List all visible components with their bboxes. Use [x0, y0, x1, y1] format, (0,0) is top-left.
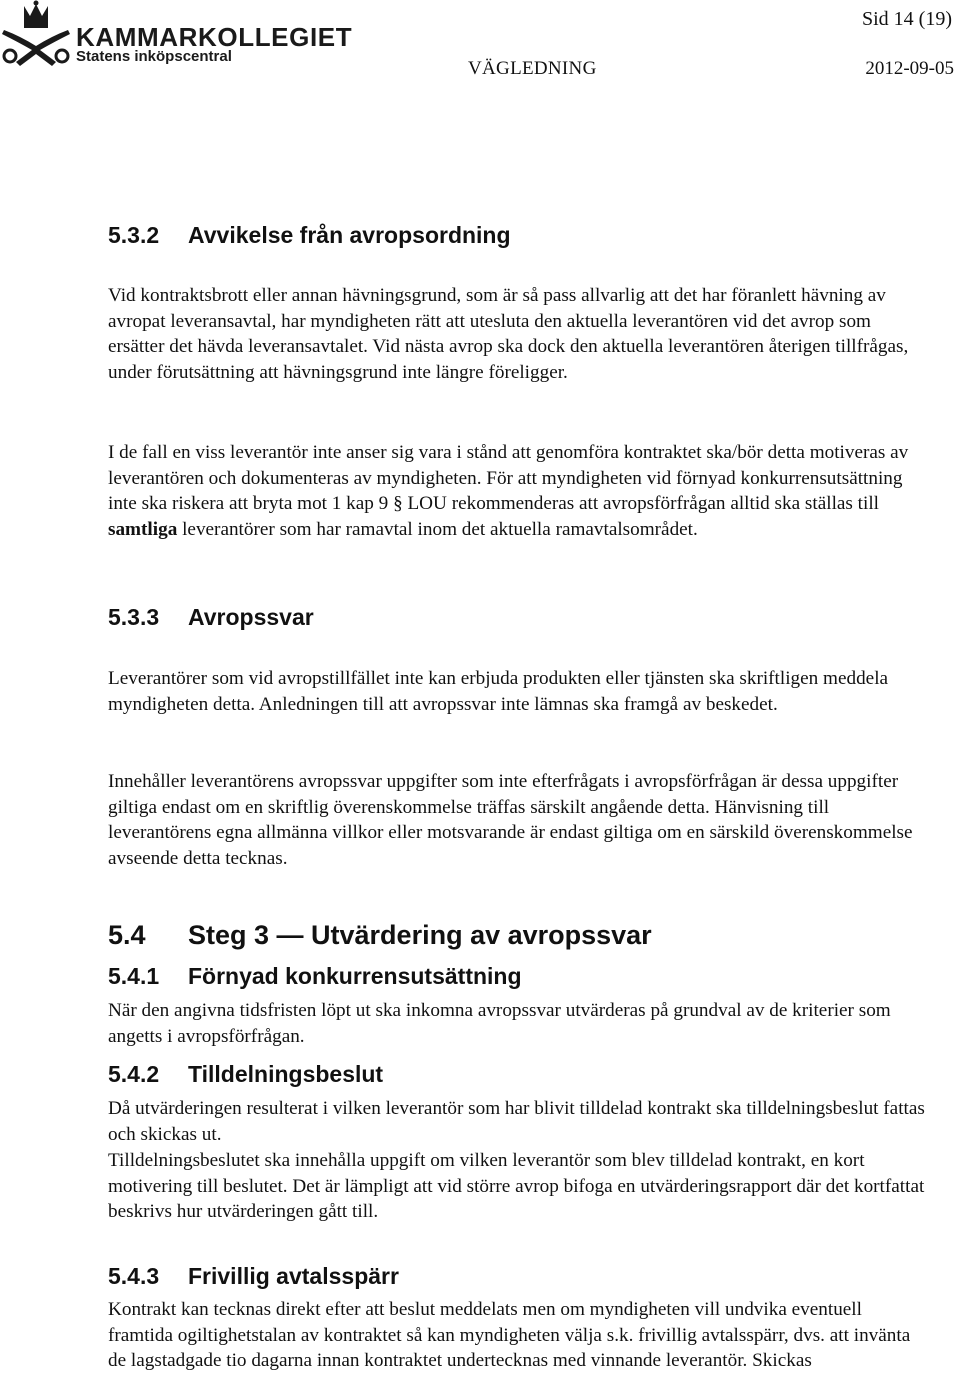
paragraph: Kontrakt kan tecknas direkt efter att beslut meddelats men om myndigheten vill undvika eventuell framtida ogiltighetstalan av kontraktet så kan myndigheten välja s.k. frivillig avtalsspärr, dvs. att invänta de lagstadgade tio dagarna innan kontraktet undertecknas med vinnande leverantör. Skickas	[108, 1299, 911, 1372]
kammarkollegiet-logo	[0, 0, 353, 72]
section-number: 5.3.3	[108, 604, 160, 630]
paragraph-text: I de fall en viss leverantör inte anser sig vara i stånd att genomföra kontraktet ska/bör detta motiveras av leverantören och dokumenteras av myndigheten. För att myndigheten vid förnyad konkurrensutsättning inte ska riskera att bryta mot 1 kap 9 § LOU rekommenderas att avropsförfrågan alltid ska ställas till	[108, 442, 909, 515]
crown-emblem-icon	[0, 0, 76, 72]
logo-name: KAMMARKOLLEGIET	[76, 22, 353, 52]
section-title: Avvikelse från avropsordning	[188, 222, 511, 248]
paragraph-text: leverantörer som har ramavtal inom det aktuella ramavtalsområdet.	[177, 518, 698, 540]
page-number: Sid 14 (19)	[862, 8, 952, 30]
emphasis-samtliga: samtliga	[108, 518, 178, 540]
section-heading-5-4-3	[108, 1263, 399, 1290]
section-heading-5-3-3	[108, 604, 314, 631]
section-heading-5-4-1	[108, 963, 522, 990]
document-date: 2012-09-05	[865, 58, 954, 79]
document-type: VÄGLEDNING	[468, 58, 597, 79]
section-title: Förnyad konkurrensutsättning	[188, 963, 522, 989]
paragraph: Tilldelningsbeslutet ska innehålla uppgift om vilken leverantör som blev tilldelad kontrakt, en kort motivering till beslutet. Det är lämpligt att vid större avrop bifoga en utvärderingsrapport där det kortfattat beskrivs hur utvärderingen gått till.	[108, 1150, 925, 1223]
section-number: 5.4.2	[108, 1061, 160, 1087]
section-number: 5.4	[108, 920, 146, 950]
section-heading-5-3-2	[108, 222, 511, 249]
section-number: 5.4.1	[108, 963, 160, 989]
paragraph: Då utvärderingen resulterat i vilken leverantör som har blivit tilldelad kontrakt ska tilldelningsbeslut fattas och skickas ut.	[108, 1098, 925, 1145]
paragraph	[108, 440, 928, 542]
section-title: Steg 3 — Utvärdering av avropssvar	[188, 920, 652, 950]
paragraph: Leverantörer som vid avropstillfället inte kan erbjuda produkten eller tjänsten ska skriftligen meddela myndigheten detta. Anledningen till att avropssvar inte lämnas ska framgå av beskedet.	[108, 668, 889, 715]
section-title: Tilldelningsbeslut	[188, 1061, 384, 1087]
paragraph: Innehåller leverantörens avropssvar uppgifter som inte efterfrågats i avropsförfrågan är dessa uppgifter giltiga endast om en skriftlig överenskommelse träffas särskilt angående detta. Hänvisning till leverantörens egna allmänna villkor eller motsvarande är endast giltiga om en särskild överenskommelse avseende detta tecknas.	[108, 771, 913, 869]
section-heading-5-4-2	[108, 1061, 383, 1088]
paragraph: När den angivna tidsfristen löpt ut ska inkomna avropssvar utvärderas på grundval av de kriterier som angetts i avropsförfrågan.	[108, 1000, 891, 1047]
section-title: Frivillig avtalsspärr	[188, 1263, 399, 1289]
paragraph: Vid kontraktsbrott eller annan hävningsgrund, som är så pass allvarlig att det har föranlett hävning av avropat leveransavtal, har myndigheten rätt att utesluta den aktuella leverantören vid det avrop som ersätter det hävda leveransavtalet. Vid nästa avrop ska dock den aktuella leverantören återigen tillfrågas, under förutsättning att hävningsgrund inte längre föreligger.	[108, 285, 909, 383]
section-number: 5.4.3	[108, 1263, 160, 1289]
logo-subtitle: Statens inköpscentral	[76, 48, 232, 65]
section-title: Avropssvar	[188, 604, 314, 630]
section-number: 5.3.2	[108, 222, 160, 248]
section-heading-5-4	[108, 920, 652, 951]
